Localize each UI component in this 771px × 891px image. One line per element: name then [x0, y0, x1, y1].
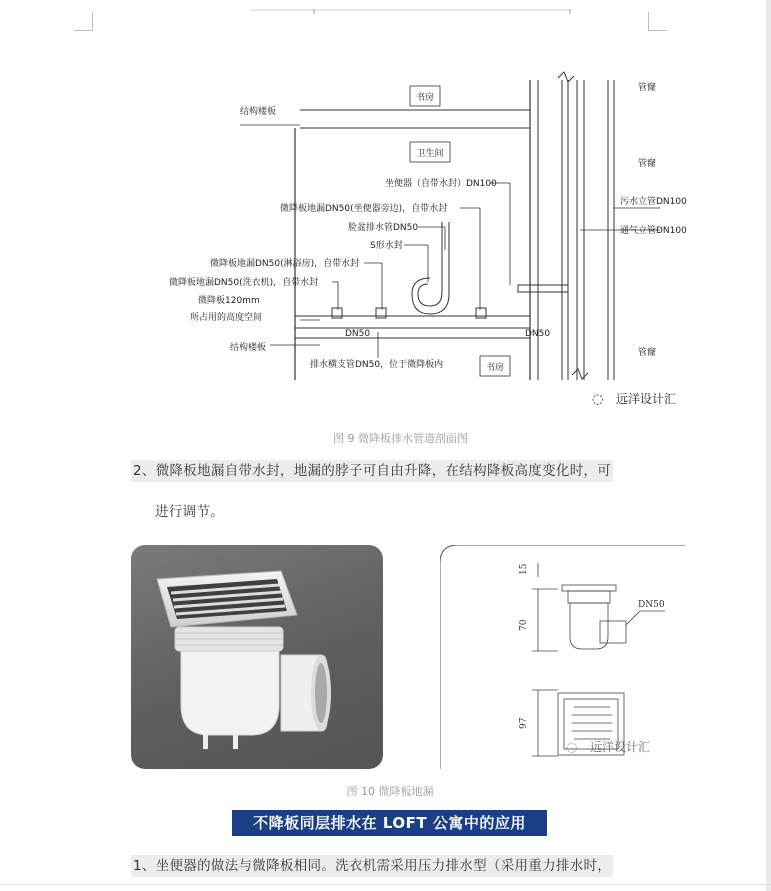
- label-floor-drain-washer: 微降板地漏DN50(洗衣机)，自带水封: [169, 278, 319, 288]
- label-shaft-3: 管窿: [638, 348, 657, 358]
- dim-97: 97: [519, 717, 529, 729]
- svg-text:◌: ◌: [566, 740, 578, 755]
- label-branch-pipe: 排水横支管DN50，位于微降板内: [310, 360, 444, 370]
- page-margin-corner-left: [74, 12, 93, 31]
- svg-text:◌: ◌: [592, 392, 604, 407]
- label-floor-drain-shower: 微降板地漏DN50(淋浴房)，自带水封: [210, 259, 360, 269]
- label-dn50-b: DN50: [525, 329, 551, 339]
- fig9-caption: 图 9 微降板排水管道剖面图: [333, 432, 468, 445]
- label-basin-pipe: 脸盆排水管DN50: [348, 223, 419, 233]
- para3-line1-text: 1、坐便器的做法与微降板相同。洗衣机需采用压力排水型（采用重力排水时，: [131, 855, 613, 877]
- para2-line2-text: 进行调节。: [155, 504, 224, 520]
- label-study-bottom: 书房: [485, 363, 505, 373]
- label-vent-stack: 通气立管DN100: [620, 226, 687, 236]
- fig10-caption: 图 10 微降板地漏: [346, 785, 434, 798]
- label-shaft-1: 管窿: [638, 83, 657, 93]
- label-height-space: 所占用的高度空间: [190, 313, 263, 323]
- label-structural-slab-bottom: 结构楼板: [230, 343, 267, 353]
- label-bathroom: 卫生间: [416, 149, 444, 159]
- dim-15: 15: [519, 563, 529, 575]
- label-dn50-a: DN50: [345, 329, 371, 339]
- page-bottom-rule: [0, 884, 771, 885]
- para2-line1: [131, 459, 613, 479]
- para2-line1-text: 2、微降板地漏自带水封，地漏的脖子可自由升降，在结构降板高度变化时，可: [131, 460, 613, 482]
- dim-70: 70: [519, 619, 529, 631]
- floor-drain-photo: [131, 545, 383, 769]
- floor-drain-tech-drawing: [440, 545, 685, 769]
- page-top-edge: [0, 0, 771, 6]
- label-structural-slab-top: 结构楼板: [240, 107, 277, 117]
- section-heading: 不降板同层排水在 LOFT 公寓中的应用: [232, 810, 547, 836]
- label-floor-drain-toilet: 微降板地漏DN50(坐便器旁边)，自带水封: [280, 204, 448, 214]
- label-s-trap: S形水封: [370, 241, 403, 251]
- label-study-top: 书房: [415, 93, 435, 103]
- label-soil-stack: 污水立管DN100: [620, 197, 687, 207]
- label-toilet: 坐便器（自带水封）DN100: [385, 179, 497, 189]
- label-slab-drop: 微降板120mm: [198, 296, 260, 306]
- fig9-watermark: 远洋设计汇: [616, 392, 677, 406]
- label-shaft-2: 管窿: [638, 159, 657, 169]
- para2-line2: [155, 500, 224, 520]
- para3-line1: [131, 854, 613, 874]
- fig9-section-diagram: [160, 70, 690, 415]
- page-margin-corner-right: [648, 12, 667, 31]
- dim-dn50: DN50: [638, 600, 665, 610]
- fig10-watermark: 远洋设计汇: [590, 740, 651, 754]
